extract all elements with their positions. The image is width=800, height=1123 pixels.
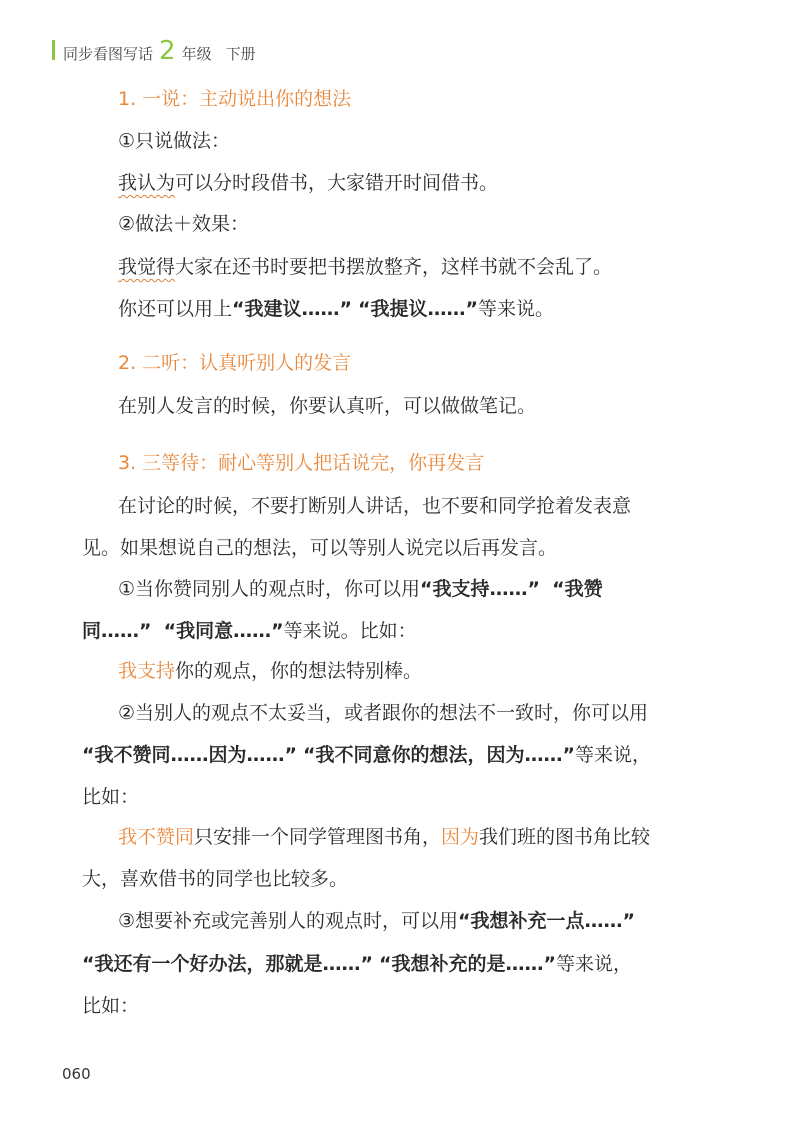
s1-tip bbox=[118, 298, 554, 321]
s3-item1-quote-3: “我同意……” bbox=[163, 620, 284, 642]
s1-example-2 bbox=[118, 256, 612, 279]
s3-item3-quote-1: “我想补充一点……” bbox=[458, 910, 636, 932]
s3-example-4-rest: 我们班的图书角比较 bbox=[479, 826, 651, 848]
s3-item3-quote-3: “我想补充的是……” bbox=[379, 953, 557, 975]
s3-example-4-mid: 只安排一个同学管理图书角， bbox=[194, 826, 442, 848]
s3-item1-end: 等来说。比如： bbox=[283, 620, 417, 642]
header-grade-label: 年级 bbox=[181, 45, 212, 63]
s3-item1-quote-2-end: 同……” bbox=[82, 620, 152, 642]
s1-item2-label: ②做法＋效果： bbox=[118, 213, 250, 235]
s3-item3-text: ③想要补充或完善别人的观点时，可以用 bbox=[118, 910, 459, 932]
s1-tip-text: 你还可以用上 bbox=[118, 298, 233, 320]
s1-tip-quote-2: “我提议……” bbox=[358, 298, 479, 320]
s1-example-1-lead: 我认为 bbox=[118, 172, 176, 194]
s1-tip-quote-1: “我建议……” bbox=[232, 298, 352, 320]
s3-example-4-because: 因为 bbox=[441, 826, 480, 848]
s3-example-4-line-1 bbox=[118, 826, 650, 849]
s1-example-2-rest: 大家在还书时要把书摆放整齐，这样书就不会乱了。 bbox=[175, 256, 613, 278]
s3-item2-line-2 bbox=[82, 744, 651, 767]
s3-example-3-lead: 我支持 bbox=[118, 660, 176, 682]
page-number: 060 bbox=[62, 1065, 91, 1083]
header-accent-bar bbox=[52, 40, 55, 60]
s3-example-3-rest: 你的观点，你的想法特别棒。 bbox=[175, 660, 423, 682]
s1-example-1 bbox=[118, 172, 498, 195]
s3-item2-quote-2: “我不同意你的想法，因为……” bbox=[303, 744, 576, 766]
s3-item1-quote-1: “我支持……” bbox=[420, 578, 541, 600]
s3-paragraph-line-1: 在讨论的时候，不要打断别人讲话，也不要和同学抢着发表意 bbox=[118, 495, 632, 517]
section-3-heading: 3. 三等待：耐心等别人把话说完，你再发言 bbox=[118, 452, 485, 474]
s3-item3-line-1 bbox=[118, 910, 635, 933]
s3-item2-line-1: ②当别人的观点不太妥当，或者跟你的想法不一致时，你可以用 bbox=[118, 702, 649, 724]
s3-item2-end: 等来说， bbox=[575, 744, 652, 766]
header-grade-number: 2 bbox=[159, 36, 176, 66]
s1-example-2-lead: 我觉得 bbox=[118, 256, 176, 278]
s3-item3-line-2 bbox=[82, 953, 632, 976]
s3-item1-line-2 bbox=[82, 620, 417, 643]
s3-item3-quote-2: “我还有一个好办法，那就是……” bbox=[82, 953, 373, 975]
s1-example-1-rest: 可以分时段借书，大家错开时间借书。 bbox=[175, 172, 499, 194]
section-1-heading: 1. 一说：主动说出你的想法 bbox=[118, 88, 352, 110]
s1-item1-label: ①只说做法： bbox=[118, 130, 231, 152]
s3-item3-line-3: 比如： bbox=[82, 995, 140, 1017]
s3-example-4-lead: 我不赞同 bbox=[118, 826, 195, 848]
section-2-heading: 2. 二听：认真听别人的发言 bbox=[118, 352, 352, 374]
s3-example-3 bbox=[118, 660, 422, 683]
s2-text: 在别人发言的时候，你要认真听，可以做做笔记。 bbox=[118, 395, 537, 417]
s3-item3-end: 等来说， bbox=[556, 953, 633, 975]
header-volume: 下册 bbox=[225, 45, 256, 63]
page-header bbox=[52, 36, 256, 66]
header-title: 同步看图写话 bbox=[63, 45, 154, 63]
s3-paragraph-line-2: 见。如果想说自己的想法，可以等别人说完以后再发言。 bbox=[82, 537, 558, 559]
s3-item1-quote-2: “我赞 bbox=[552, 578, 603, 600]
s3-item2-quote-1: “我不赞同……因为……” bbox=[82, 744, 297, 766]
s1-tip-end: 等来说。 bbox=[478, 298, 555, 320]
s3-item1-line-1 bbox=[118, 578, 603, 601]
s3-item2-line-3: 比如： bbox=[82, 786, 140, 808]
s3-example-4-line-2: 大，喜欢借书的同学也比较多。 bbox=[82, 868, 349, 890]
s3-item1-text: ①当你赞同别人的观点时，你可以用 bbox=[118, 578, 421, 600]
